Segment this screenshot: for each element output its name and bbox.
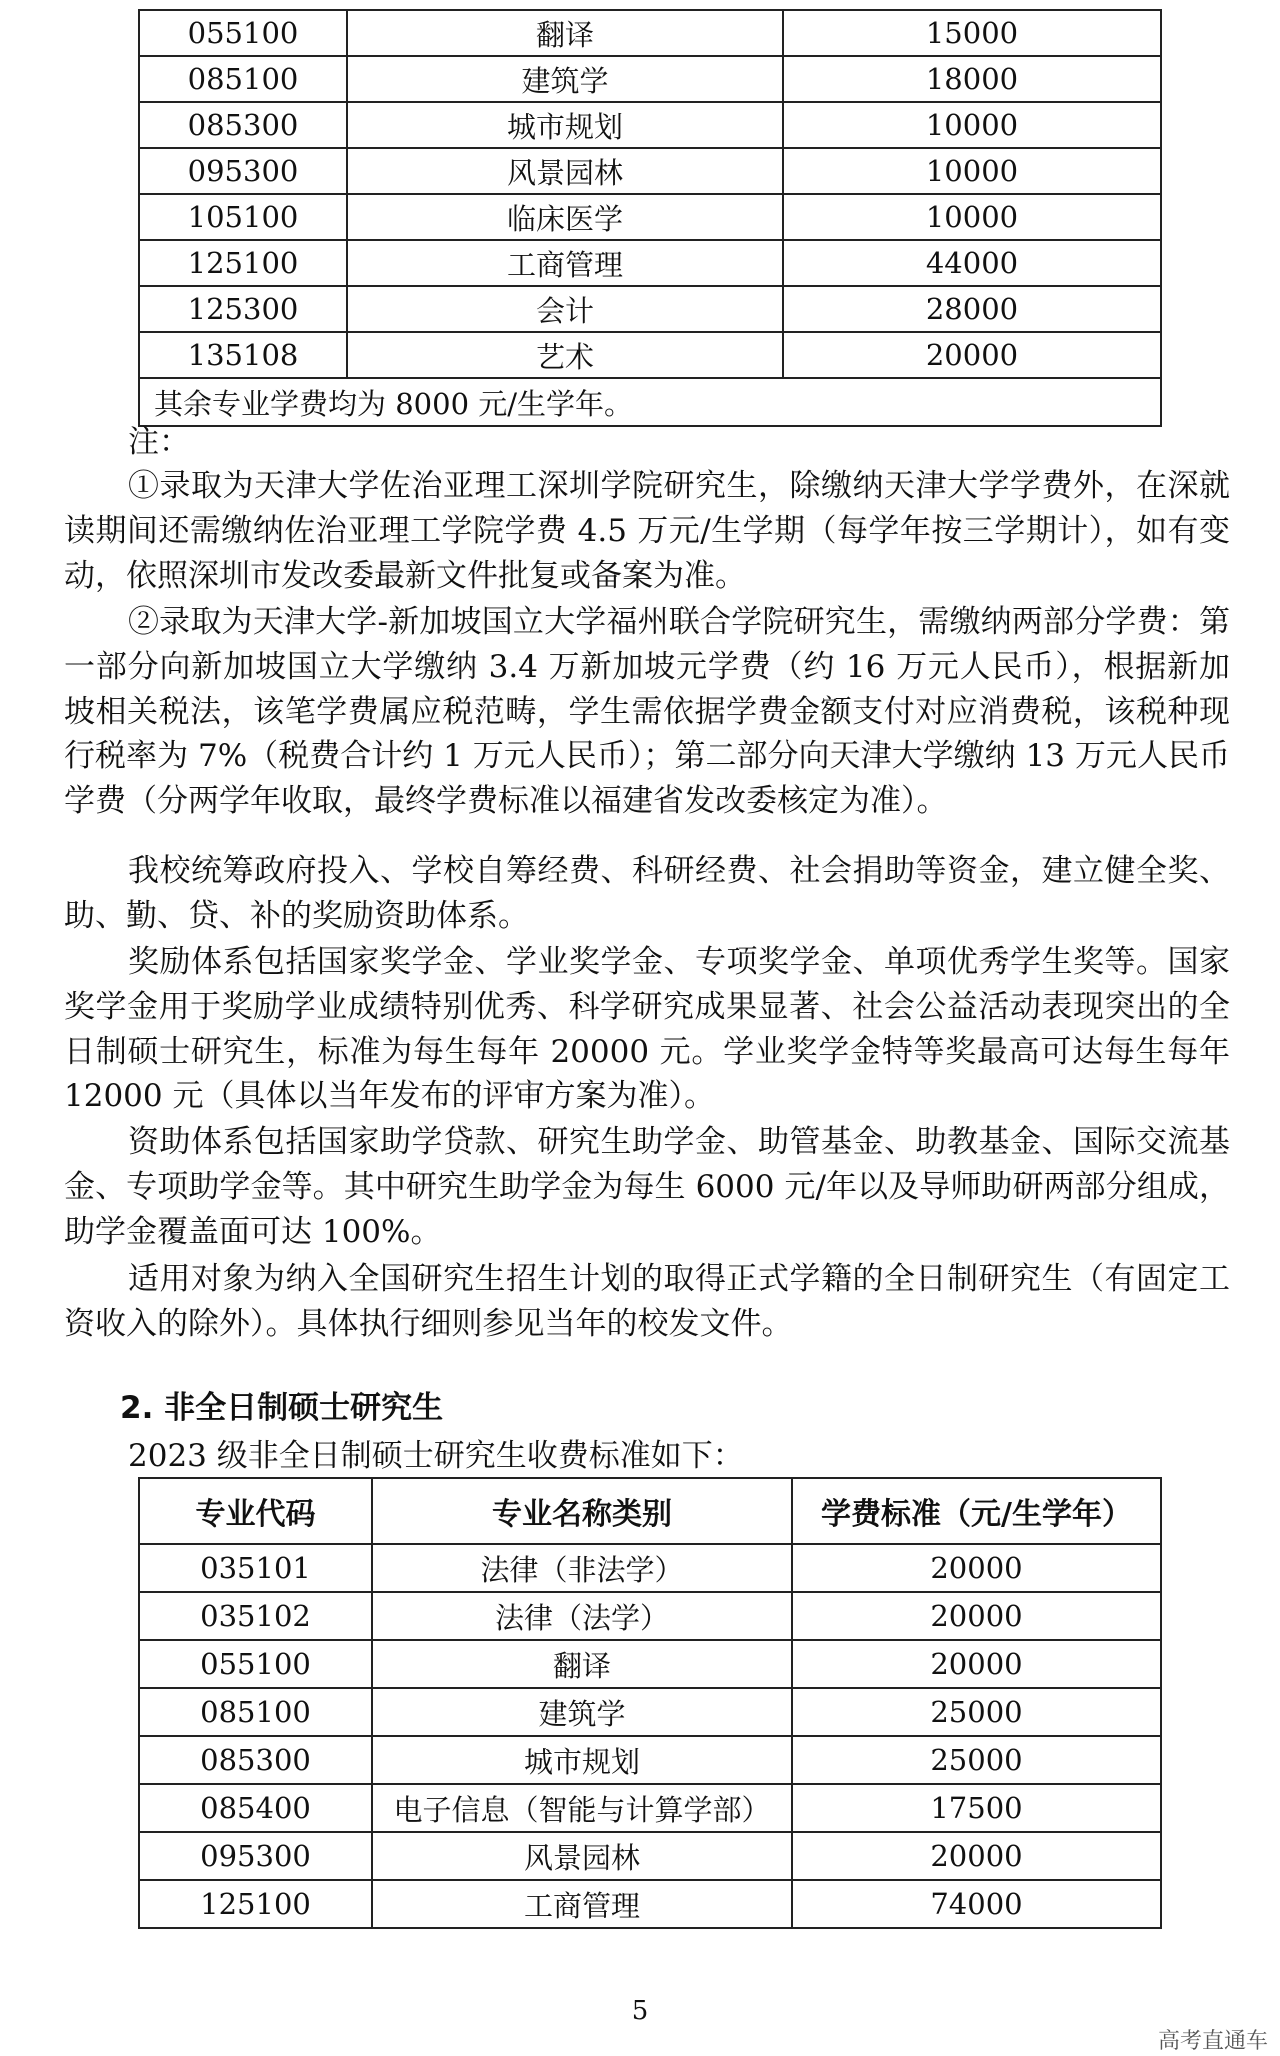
major-code: 035101 (139, 1544, 372, 1592)
tuition-fee: 15000 (783, 10, 1161, 56)
table-row (139, 56, 1161, 102)
header-code: 专业代码 (139, 1478, 372, 1544)
note-fuzhou: ②录取为天津大学-新加坡国立大学福州联合学院研究生，需缴纳两部分学费：第一部分向新加坡国立大学缴纳 3.4 万新加坡元学费（约 16 万元人民币），根据新加坡相关税法，该笔学费属应税范畴，学生需依据学费金额支付对应消费税，该税种现行税率为 7%（税费合计约 1 万元人民币）；第二部分向天津大学缴纳 13 万元人民币学费（分两学年收取，最终学费标准以福建省发改委核定为准）。 (64, 604, 1230, 820)
table-row (139, 1880, 1161, 1928)
major-name: 翻译 (347, 10, 783, 56)
major-name: 艺术 (347, 332, 783, 378)
watermark: 高考直通车 (1157, 2029, 1268, 2054)
tuition-fee: 18000 (783, 56, 1161, 102)
tuition-fee: 44000 (783, 240, 1161, 286)
major-code: 095300 (139, 1832, 372, 1880)
tuition-fee: 20000 (792, 1544, 1161, 1592)
major-code: 085100 (139, 56, 347, 102)
major-name: 临床医学 (347, 194, 783, 240)
table-row (139, 1736, 1161, 1784)
major-name: 建筑学 (347, 56, 783, 102)
fee-table-fulltime (138, 9, 1162, 427)
major-code: 055100 (139, 1640, 372, 1688)
tuition-fee: 20000 (792, 1592, 1161, 1640)
note-shenzhen: ①录取为天津大学佐治亚理工深圳学院研究生，除缴纳天津大学学费外，在深就读期间还需缴纳佐治亚理工学院学费 4.5 万元/生学期（每学年按三学期计），如有变动，依照深圳市发改委最新文件批复或备案为准。 (64, 468, 1230, 594)
major-code: 085100 (139, 1688, 372, 1736)
tuition-fee: 25000 (792, 1688, 1161, 1736)
paragraph-grants: 资助体系包括国家助学贷款、研究生助学金、助管基金、助教基金、国际交流基金、专项助学金等。其中研究生助学金为每生 6000 元/年以及导师助研两部分组成，助学金覆盖面可达 100%。 (64, 1124, 1230, 1250)
table-row (139, 194, 1161, 240)
major-code: 135108 (139, 332, 347, 378)
table-row (139, 1784, 1161, 1832)
tuition-fee: 10000 (783, 194, 1161, 240)
major-code: 125100 (139, 240, 347, 286)
major-name: 建筑学 (372, 1688, 792, 1736)
table-row (139, 286, 1161, 332)
tuition-fee: 10000 (783, 102, 1161, 148)
major-name: 城市规划 (347, 102, 783, 148)
header-fee: 学费标准（元/生学年） (792, 1478, 1161, 1544)
section-title-parttime: 2. 非全日制硕士研究生 (120, 1390, 444, 1426)
major-code: 085300 (139, 1736, 372, 1784)
major-code: 085400 (139, 1784, 372, 1832)
major-name: 风景园林 (372, 1832, 792, 1880)
tuition-fee: 20000 (792, 1640, 1161, 1688)
table-row (139, 240, 1161, 286)
major-code: 125100 (139, 1880, 372, 1928)
header-name: 专业名称类别 (372, 1478, 792, 1544)
table-row (139, 1688, 1161, 1736)
paragraph-eligibility: 适用对象为纳入全国研究生招生计划的取得正式学籍的全日制研究生（有固定工资收入的除外）。具体执行细则参见当年的校发文件。 (64, 1261, 1230, 1342)
table-header-row (139, 1478, 1161, 1544)
major-name: 会计 (347, 286, 783, 332)
tuition-fee: 28000 (783, 286, 1161, 332)
major-name: 法律（法学） (372, 1592, 792, 1640)
major-code: 085300 (139, 102, 347, 148)
major-name: 工商管理 (372, 1880, 792, 1928)
table-row (139, 1592, 1161, 1640)
tuition-fee: 17500 (792, 1784, 1161, 1832)
tuition-fee: 74000 (792, 1880, 1161, 1928)
major-name: 工商管理 (347, 240, 783, 286)
table-row (139, 102, 1161, 148)
major-name: 翻译 (372, 1640, 792, 1688)
major-code: 035102 (139, 1592, 372, 1640)
section-intro-parttime: 2023 级非全日制硕士研究生收费标准如下： (128, 1438, 744, 1474)
fee-table-parttime (138, 1477, 1162, 1929)
major-code: 055100 (139, 10, 347, 56)
paragraph-aid-system: 我校统筹政府投入、学校自筹经费、科研经费、社会捐助等资金，建立健全奖、助、勤、贷、补的奖励资助体系。 (64, 853, 1230, 934)
major-code: 125300 (139, 286, 347, 332)
major-name: 城市规划 (372, 1736, 792, 1784)
table-footnote-row (139, 378, 1161, 426)
tuition-fee: 20000 (792, 1832, 1161, 1880)
page-number: 5 (631, 1996, 649, 2026)
major-name: 法律（非法学） (372, 1544, 792, 1592)
tuition-fee: 10000 (783, 148, 1161, 194)
major-name: 电子信息（智能与计算学部） (372, 1784, 792, 1832)
tuition-fee: 25000 (792, 1736, 1161, 1784)
table-row (139, 148, 1161, 194)
table-row (139, 1832, 1161, 1880)
table-row (139, 1544, 1161, 1592)
notes-label: 注： (128, 424, 190, 460)
table-row (139, 1640, 1161, 1688)
table-row (139, 10, 1161, 56)
paragraph-scholarships: 奖励体系包括国家奖学金、学业奖学金、专项奖学金、单项优秀学生奖等。国家奖学金用于奖励学业成绩特别优秀、科学研究成果显著、社会公益活动表现突出的全日制硕士研究生，标准为每生每年 20000 元。学业奖学金特等奖最高可达每生每年 12000 元（具体以当年发布的评审方案为准）。 (64, 944, 1230, 1115)
major-name: 风景园林 (347, 148, 783, 194)
tuition-fee: 20000 (783, 332, 1161, 378)
major-code: 105100 (139, 194, 347, 240)
table-footnote: 其余专业学费均为 8000 元/生学年。 (139, 378, 1161, 426)
table-row (139, 332, 1161, 378)
major-code: 095300 (139, 148, 347, 194)
